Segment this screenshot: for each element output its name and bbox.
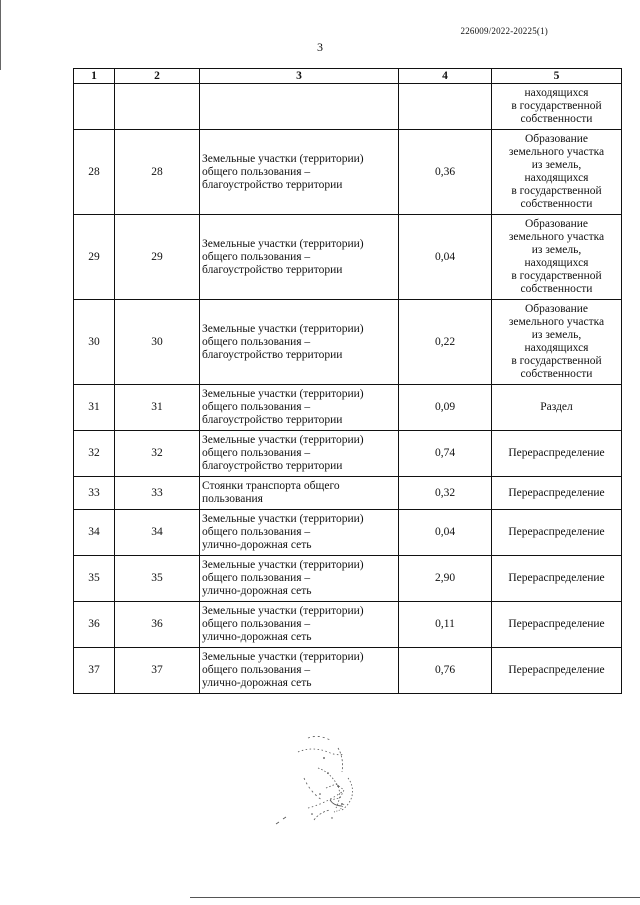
cell-line: собственности [520,198,593,210]
cell-line: улично-дорожная сеть [202,539,312,551]
cell-line: из земель, [531,159,582,171]
cell-line: Перераспределение [508,572,605,584]
table-cell-c4: 0,11 [399,602,492,648]
table-cell-c4: 0,74 [399,431,492,477]
cell-line: из земель, [531,244,582,256]
table-cell-c5 [492,556,622,602]
cell-line: общего пользования – [202,165,311,178]
cell-line: Перераспределение [508,447,605,459]
table-cell-c3 [200,602,399,648]
table-cell-c1: 29 [74,215,115,300]
cell-line: благоустройство территории [202,460,343,472]
table-cell-c3 [200,510,399,556]
table-cell-c3 [200,385,399,431]
cell-line: в государственной [511,355,602,367]
table-row [74,602,622,648]
table-cell-c4: 0,36 [399,130,492,215]
table-cell-c3 [200,648,399,694]
cell-line: Стоянки транспорта общего [202,480,340,492]
table-cell-c2: 34 [115,510,200,556]
cell-line: собственности [520,368,593,380]
cell-line: земельного участка [508,231,605,243]
cell-line: благоустройство территории [202,414,343,426]
table-cell-c2: 31 [115,385,200,431]
cell-line: Земельные участки (территории) [202,434,364,446]
cell-line: Земельные участки (территории) [202,322,364,335]
page-edge-mark [0,0,1,70]
table-cell-c4: 0,04 [399,215,492,300]
document-number: 226009/2022-20225(1) [460,26,548,36]
table-cell-c1: 37 [74,648,115,694]
table-cell-c5 [492,602,622,648]
table-cell-c1: 36 [74,602,115,648]
cell-line: собственности [520,113,593,125]
table-cell-c1 [74,84,115,130]
table-cell-c3 [200,556,399,602]
cell-line: Образование [524,133,589,145]
column-header: 1 [74,69,115,84]
cell-line: улично-дорожная сеть [202,585,312,597]
cell-line: Образование [524,218,589,230]
table-cell-c5 [492,510,622,556]
table-row [74,556,622,602]
table-cell-c2: 37 [115,648,200,694]
table-cell-c3 [200,477,399,510]
table-cell-c1: 35 [74,556,115,602]
table-cell-c5 [492,84,622,130]
table-cell-c1: 31 [74,385,115,431]
cell-line: общего пользования – [202,572,311,584]
table-cell-c2: 36 [115,602,200,648]
column-header: 3 [200,69,399,84]
table-row [74,84,622,130]
table-cell-c4 [399,84,492,130]
table-cell-c1: 30 [74,300,115,385]
table-cell-c4: 0,76 [399,648,492,694]
cell-line: общего пользования – [202,447,311,459]
table-cell-c3 [200,130,399,215]
cell-line: Перераспределение [508,664,605,676]
column-header: 2 [115,69,200,84]
cell-line: собственности [520,283,593,295]
table-cell-c5 [492,477,622,510]
land-plots-table [73,68,622,694]
table-cell-c1: 33 [74,477,115,510]
cell-line: Перераспределение [508,486,605,499]
table-cell-c5 [492,431,622,477]
table-cell-c4: 0,32 [399,477,492,510]
table-header-row [74,69,622,84]
cell-line: Перераспределение [508,618,605,630]
table-cell-c5 [492,300,622,385]
table-cell-c4: 0,22 [399,300,492,385]
table-cell-c1: 28 [74,130,115,215]
table-cell-c5 [492,385,622,431]
table-row [74,385,622,431]
cell-line: находящихся [524,342,589,354]
cell-line: в государственной [511,270,602,282]
table-cell-c2: 35 [115,556,200,602]
cell-line: Земельные участки (территории) [202,237,364,250]
table-body [74,84,622,694]
bottom-edge-line [190,897,640,898]
cell-line: общего пользования – [202,250,311,263]
cell-line: Перераспределение [508,526,605,538]
table-cell-c1: 34 [74,510,115,556]
cell-line: Земельные участки (территории) [202,651,364,663]
cell-line: благоустройство территории [202,178,343,191]
cell-line: общего пользования – [202,335,311,348]
cell-line: общего пользования – [202,664,311,676]
page-number: 3 [317,40,323,54]
cell-line: Земельные участки (территории) [202,513,364,525]
cell-line: земельного участка [508,146,605,158]
table-cell-c4: 0,04 [399,510,492,556]
table-cell-c5 [492,648,622,694]
column-header: 4 [399,69,492,84]
cell-line: общего пользования – [202,401,311,413]
cell-line: пользования [202,493,263,505]
cell-line: Раздел [540,401,573,413]
table-cell-c2: 33 [115,477,200,510]
cell-line: благоустройство территории [202,348,343,361]
table-cell-c1: 32 [74,431,115,477]
table-row [74,431,622,477]
table-row [74,477,622,510]
cell-line: земельного участка [508,316,605,328]
table-cell-c3 [200,431,399,477]
cell-line: улично-дорожная сеть [202,677,312,689]
table-cell-c3 [200,300,399,385]
table-cell-c2: 30 [115,300,200,385]
table-cell-c3 [200,84,399,130]
table-cell-c2: 32 [115,431,200,477]
cell-line: общего пользования – [202,526,311,538]
signature-stamp-icon [268,728,378,838]
table-row [74,300,622,385]
cell-line: в государственной [511,100,602,112]
table-row [74,215,622,300]
cell-line: находящихся [524,87,589,99]
table-row [74,510,622,556]
table-cell-c4: 0,09 [399,385,492,431]
table-cell-c5 [492,130,622,215]
cell-line: находящихся [524,257,589,269]
table-row [74,130,622,215]
table-cell-c2: 29 [115,215,200,300]
cell-line: благоустройство территории [202,263,343,276]
table-cell-c3 [200,215,399,300]
table-cell-c2: 28 [115,130,200,215]
cell-line: улично-дорожная сеть [202,631,312,643]
table-row [74,648,622,694]
cell-line: в государственной [511,185,602,197]
cell-line: Земельные участки (территории) [202,388,364,400]
column-header: 5 [492,69,622,84]
cell-line: Земельные участки (территории) [202,605,364,617]
table-cell-c5 [492,215,622,300]
cell-line: находящихся [524,172,589,184]
cell-line: Земельные участки (территории) [202,152,364,165]
cell-line: Земельные участки (территории) [202,559,364,571]
cell-line: из земель, [531,329,582,341]
cell-line: общего пользования – [202,618,311,630]
cell-line: Образование [524,303,589,315]
table-cell-c4: 2,90 [399,556,492,602]
table-cell-c2 [115,84,200,130]
